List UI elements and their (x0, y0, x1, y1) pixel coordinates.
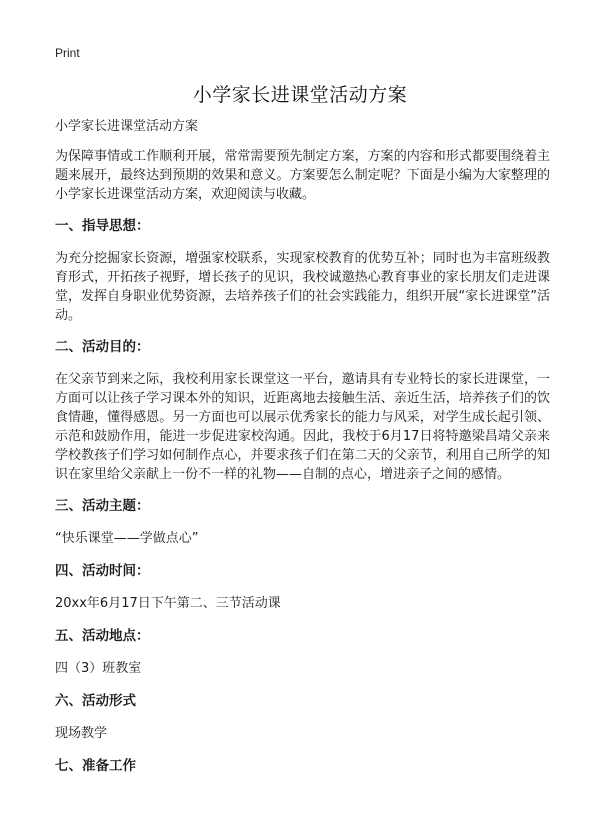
section-heading-theme: 三、活动主题： (55, 498, 150, 514)
section-heading-purpose: 二、活动目的： (55, 339, 150, 355)
section-body-guiding-ideology: 为充分挖掘家长资源，增强家校联系，实现家校教育的优势互补；同时也为丰富班级教育形式，开拓孩子视野，增长孩子的见识，我校诚邀热心教育事业的家长朋友们走进课堂，发挥自身职业优势资源，去培养孩子们的社会实践能力，组织开展“家长进课堂”活动。 (55, 251, 550, 323)
section-body-location: 四（3）班教室 (55, 661, 142, 676)
section-heading-location: 五、活动地点： (55, 628, 150, 644)
section-body-format: 现场教学 (55, 726, 108, 741)
document-subtitle: 小学家长进课堂活动方案 (55, 119, 199, 134)
section-heading-format: 六、活动形式 (55, 693, 136, 709)
print-label: Print (55, 46, 80, 60)
section-body-time: 20xx年6月17日下午第二、三节活动课 (55, 596, 281, 611)
section-heading-guiding-ideology: 一、指导思想： (55, 218, 150, 234)
page-title: 小学家长进课堂活动方案 (192, 84, 408, 106)
document-body (55, 117, 550, 789)
section-heading-preparation: 七、准备工作 (55, 758, 136, 774)
intro-paragraph: 为保障事情或工作顺利开展，常常需要预先制定方案，方案的内容和形式都要围绕着主题来展开，最终达到预期的效果和意义。方案要怎么制定呢？下面是小编为大家整理的小学家长进课堂活动方案，欢迎阅读与收藏。 (55, 149, 550, 202)
section-body-purpose: 在父亲节到来之际，我校利用家长课堂这一平台，邀请具有专业特长的家长进课堂，一方面可以让孩子学习课本外的知识，近距离地去接触生活、亲近生活，培养孩子们的饮食情趣，懂得感恩。另一方面也可以展示优秀家长的能力与风采，对学生成长起引领、示范和鼓励作用，能进一步促进家校沟通。因此，我校于6月17日将特邀梁昌靖父亲来学校教孩子们学习如何制作点心，并要求孩子们在第二天的父亲节，利用自己所学的知识在家里给父亲献上一份不一样的礼物——自制的点心，增进亲子之间的感情。 (55, 372, 550, 482)
section-body-theme: “快乐课堂——学做点心” (55, 531, 199, 546)
section-heading-time: 四、活动时间： (55, 563, 150, 579)
